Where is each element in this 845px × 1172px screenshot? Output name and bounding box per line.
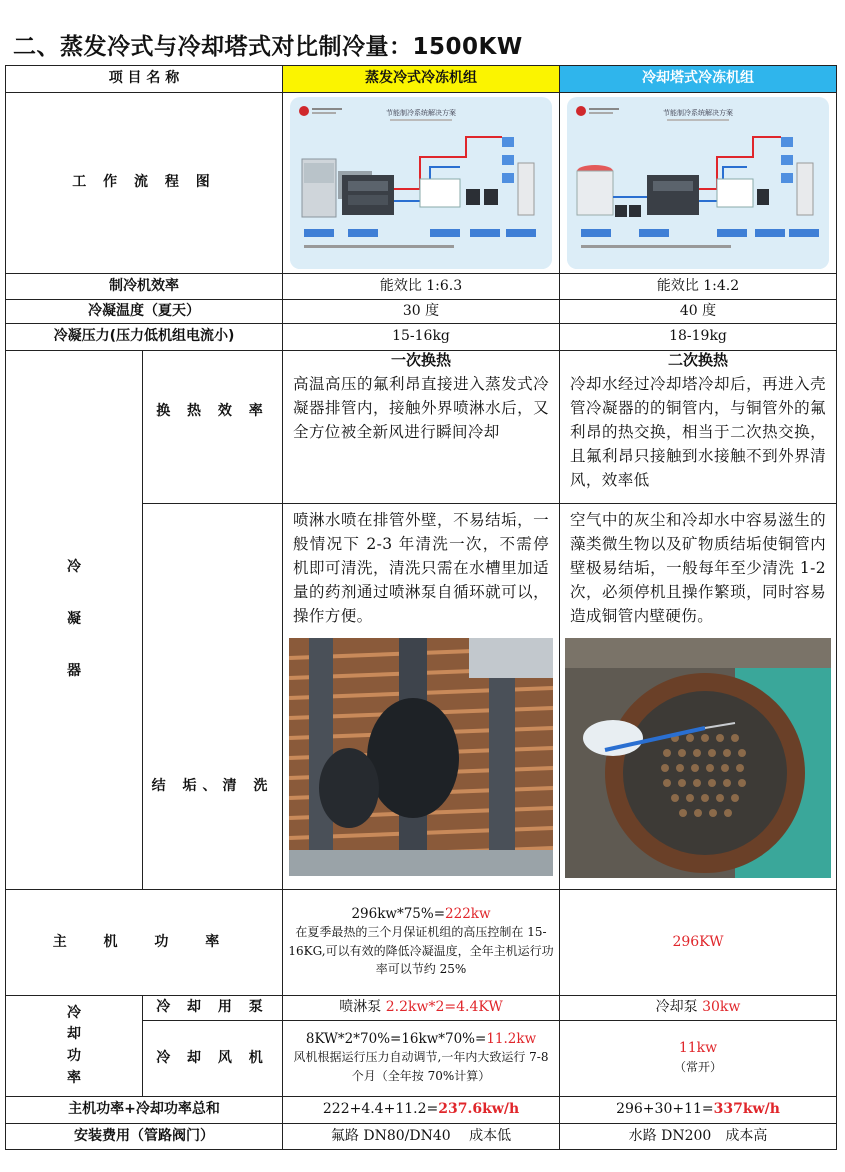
cooling-fan-label: 冷 却 风 机 <box>143 1021 283 1097</box>
temperature-tower: 40 度 <box>560 300 837 324</box>
cooling-fan-tower-value: 11kw <box>678 1040 718 1057</box>
total-label: 主机功率+冷却功率总和 <box>6 1097 283 1124</box>
scaling-evap <box>283 504 560 890</box>
cooling-fan-evap-note: 风机根据运行压力自动调节,一年内大致运行 7-8 个月（全年按 70%计算） <box>293 1050 549 1083</box>
main-power-label: 主 机 功 率 <box>6 890 283 996</box>
scaling-evap-text: 喷淋水喷在排管外壁，不易结垢，一般情况下 2-3 年清洗一次，不需停机即可清洗，清洗只需在水槽里加适量的药剂通过喷淋泵自循环就可以，操作方便。 <box>293 511 549 626</box>
evap-diagram-title: 节能制冷系统解决方案 <box>386 109 456 117</box>
cooling-pump-evap <box>283 996 560 1021</box>
cooling-power-char-3: 功 <box>67 1048 81 1064</box>
cooling-power-label <box>6 996 143 1097</box>
cooling-fan-evap-result: 11.2kw <box>486 1031 537 1048</box>
efficiency-tower: 能效比 1:4.2 <box>560 274 837 300</box>
heat-exchange-evap <box>283 351 560 504</box>
comparison-table <box>5 65 837 1150</box>
heat-exchange-evap-text: 高温高压的氟利昂直接进入蒸发式冷凝器排管内，接触外界喷淋水后，又全方位被全新风进行瞬间冷却 <box>293 374 549 441</box>
evap-flow-diagram <box>290 97 552 269</box>
pressure-label: 冷凝压力(压力低机组电流小) <box>6 324 283 351</box>
main-power-evap-result: 222kw <box>445 906 491 923</box>
temperature-label: 冷凝温度（夏天） <box>6 300 283 324</box>
main-power-evap <box>283 890 560 996</box>
cooling-pump-evap-value: 2.2kw*2=4.4KW <box>385 999 503 1016</box>
efficiency-evap: 能效比 1:6.3 <box>283 274 560 300</box>
tower-flow-diagram <box>567 97 829 269</box>
pressure-tower: 18-19kg <box>560 324 837 351</box>
install-label: 安装费用（管路阀门） <box>6 1124 283 1150</box>
heat-exchange-tower-text: 冷却水经过冷却塔冷却后，再进入壳管冷凝器的的铜管内，与铜管外的氟利昂的热交换，相当于二次热交换，且氟利昂只接触到水接触不到外界清风，效率低 <box>570 374 826 489</box>
cooling-pump-tower <box>560 996 837 1021</box>
heat-exchange-row <box>6 351 837 504</box>
header-row <box>6 66 837 93</box>
header-evaporative: 蒸发冷式冷冻机组 <box>283 66 560 93</box>
main-power-tower: 296KW <box>560 890 837 996</box>
total-tower <box>560 1097 837 1124</box>
heat-exchange-tower <box>560 351 837 504</box>
cooling-pump-tower-text: 冷却泵 <box>655 999 703 1016</box>
cooling-pump-tower-value: 30kw <box>702 999 741 1016</box>
flow-label: 工 作 流 程 图 <box>6 93 283 274</box>
pressure-row <box>6 324 837 351</box>
header-item: 项 目 名 称 <box>6 66 283 93</box>
cooling-pump-evap-text: 喷淋泵 <box>339 999 386 1016</box>
cooling-power-char-4: 率 <box>67 1069 81 1086</box>
install-tower: 水路 DN200 成本高 <box>560 1124 837 1150</box>
install-evap: 氟路 DN80/DN40 成本低 <box>283 1124 560 1150</box>
cooling-fan-tower-note: （常开） <box>673 1059 722 1074</box>
condenser-char-2: 凝 <box>67 611 81 628</box>
tower-diagram-title: 节能制冷系统解决方案 <box>663 109 733 117</box>
main-power-evap-note: 在夏季最热的三个月保证机组的高压控制在 15-16KG,可以有效的降低冷凝温度，全年主机运行功率可以节约 25% <box>288 925 554 977</box>
condenser-label <box>6 351 143 890</box>
heat-exchange-label: 换 热 效 率 <box>143 351 283 504</box>
condenser-char-1: 冷 <box>67 559 81 576</box>
cooling-power-char-2: 却 <box>67 1026 81 1043</box>
efficiency-row <box>6 274 837 300</box>
cooling-pump-row <box>6 996 837 1021</box>
main-power-row <box>6 890 837 996</box>
total-tower-formula: 296+30+11= <box>616 1101 714 1118</box>
tower-shell-tube-photo <box>565 638 831 878</box>
temperature-evap: 30 度 <box>283 300 560 324</box>
install-row <box>6 1124 837 1150</box>
flow-row <box>6 93 837 274</box>
cooling-pump-label: 冷 却 用 泵 <box>143 996 283 1021</box>
efficiency-label: 制冷机效率 <box>6 274 283 300</box>
scaling-tower-text: 空气中的灰尘和冷却水中容易滋生的藻类微生物以及矿物质结垢使铜管内壁极易结垢，一般每年至少清洗 1-2 次，必须停机且操作繁琐，同时容易造成铜管内壁硬伤。 <box>570 511 826 626</box>
total-evap-result: 237.6kw/h <box>438 1101 520 1118</box>
heat-exchange-evap-title: 一次换热 <box>390 351 451 369</box>
condenser-char-3: 器 <box>67 662 81 679</box>
scaling-tower <box>560 504 837 890</box>
cooling-power-char-1: 冷 <box>67 1004 81 1021</box>
cooling-fan-evap <box>283 1021 560 1097</box>
cooling-fan-evap-formula: 8KW*2*70%=16kw*70%= <box>305 1031 487 1048</box>
heat-exchange-tower-title: 二次换热 <box>667 351 728 369</box>
tower-flow-diagram-cell <box>560 93 837 274</box>
main-power-evap-formula: 296kw*75%= <box>351 906 446 923</box>
total-evap-formula: 222+4.4+11.2= <box>322 1101 439 1118</box>
header-tower: 冷却塔式冷冻机组 <box>560 66 837 93</box>
pressure-evap: 15-16kg <box>283 324 560 351</box>
temperature-row <box>6 300 837 324</box>
evap-condenser-coil-photo <box>289 638 553 876</box>
cooling-fan-tower <box>560 1021 837 1097</box>
page-title: 二、蒸发冷式与冷却塔式对比制冷量：1500KW <box>13 34 523 60</box>
total-tower-result: 337kw/h <box>713 1101 780 1118</box>
scaling-label: 结 垢、清 洗 <box>143 504 283 890</box>
total-evap <box>283 1097 560 1124</box>
total-row <box>6 1097 837 1124</box>
evap-flow-diagram-cell <box>283 93 560 274</box>
